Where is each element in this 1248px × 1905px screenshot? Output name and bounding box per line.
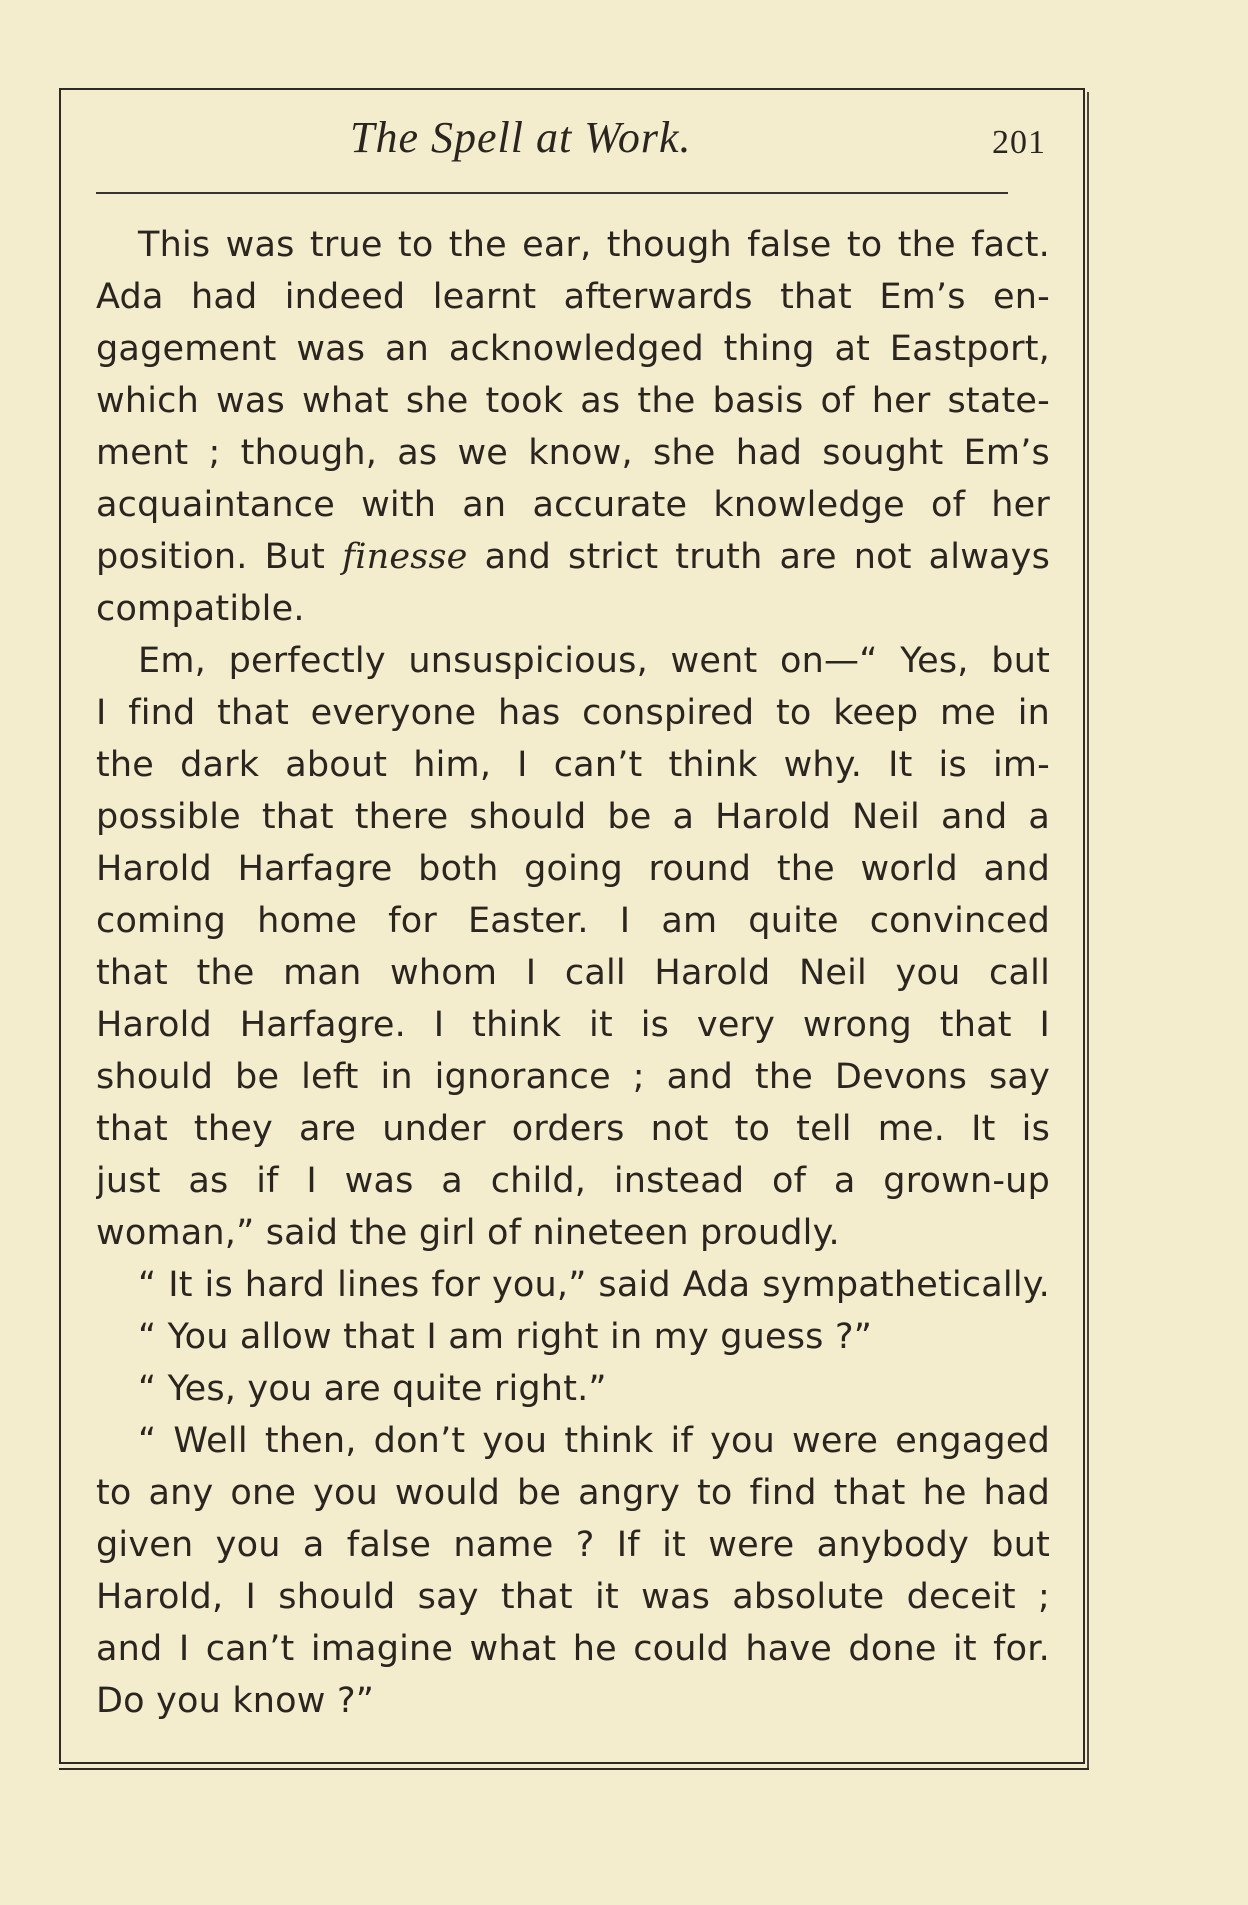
text-line: Ada had indeed learnt afterwards that Em’s en- [96,277,1050,317]
page-number: 201 [992,124,1046,161]
text-line: Harold Harfagre both going round the world and [96,849,1050,889]
text-line: ment ; though, as we know, she had sought Em’s [96,433,1050,473]
text-line: “ You allow that I am right in my guess ?” [138,1317,873,1357]
text-line: Harold Harfagre. I think it is very wrong that I [96,1005,1050,1045]
text-line: woman,” said the girl of nineteen proudly. [96,1213,840,1253]
text-line: “ It is hard lines for you,” said Ada sympathetically. [138,1265,1050,1305]
text-line: gagement was an acknowledged thing at Eastport, [96,329,1050,369]
text-line: Harold, I should say that it was absolute deceit ; [96,1577,1050,1617]
text-line: I find that everyone has conspired to keep me in [96,693,1050,733]
body-text [96,219,1050,1727]
text-line: to any one you would be angry to find that he had [96,1473,1050,1513]
text-line: “ Yes, you are quite right.” [138,1369,607,1409]
italic-word: finesse [342,537,468,577]
text-line: compatible. [96,589,305,629]
text-line: Do you know ?” [96,1681,375,1721]
frame-edge-right [1087,92,1089,1768]
text-line: Em, perfectly unsuspicious, went on—“ Yes, but [138,641,1050,681]
running-title: The Spell at Work. [350,113,692,162]
text-line: acquaintance with an accurate knowledge of her [96,485,1050,525]
text-line: that the man whom I call Harold Neil you call [96,953,1050,993]
text-line: that they are under orders not to tell me. It is [96,1109,1050,1149]
text-segment: and strict truth are not always [484,537,1050,577]
text-line: This was true to the ear, though false to the fact. [138,225,1050,265]
text-segment: position. But [96,537,326,577]
text-line: possible that there should be a Harold Neil and a [96,797,1050,837]
text-line: “ Well then, don’t you think if you were engaged [138,1421,1050,1461]
text-line: should be left in ignorance ; and the Devons say [96,1057,1050,1097]
header-rule [96,192,1008,194]
text-line: the dark about him, I can’t think why. It is im- [96,745,1050,785]
page-header [96,108,1046,168]
text-line [96,531,1050,583]
text-line: which was what she took as the basis of her state- [96,381,1050,421]
text-line: and I can’t imagine what he could have done it for. [96,1629,1050,1669]
frame-edge-bottom [59,1768,1089,1770]
text-line: just as if I was a child, instead of a grown-up [96,1161,1050,1201]
text-line: coming home for Easter. I am quite convinced [96,901,1050,941]
text-line: given you a false name ? If it were anybody but [96,1525,1050,1565]
